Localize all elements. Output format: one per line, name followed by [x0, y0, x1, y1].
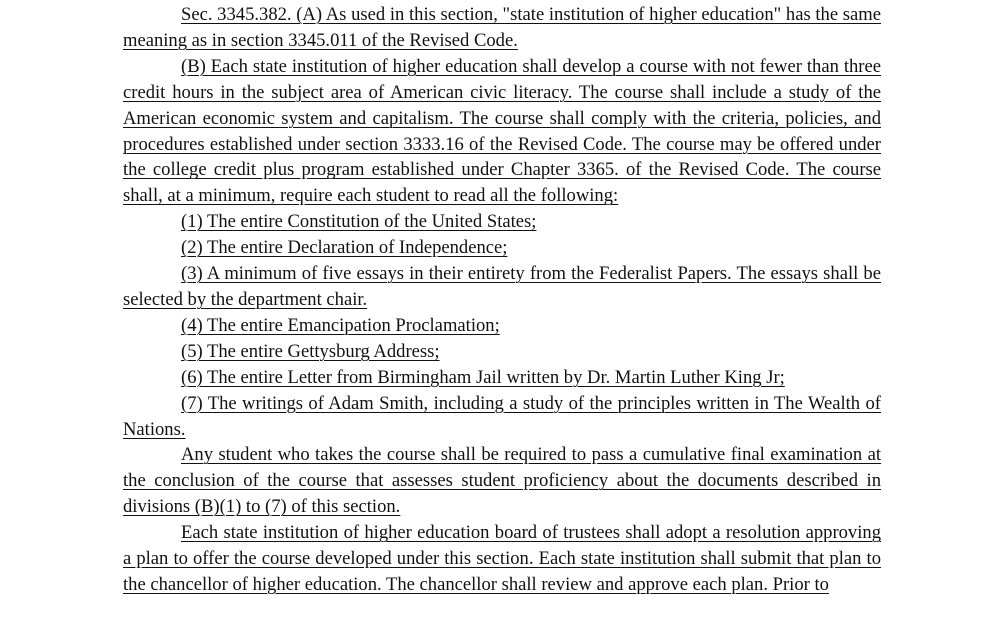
list-item-2: (2) The entire Declaration of Independence; — [181, 237, 508, 259]
list-item-5: (5) The entire Gettysburg Address; — [181, 340, 440, 362]
list-item-3: (3) A minimum of five essays in their entirety from the Federalist Papers. The essays shall be selected by the department chair. — [123, 263, 881, 310]
list-item-7: (7) The writings of Adam Smith, including a study of the principles written in The Wealth of Nations. — [123, 392, 881, 440]
list-item-6: (6) The entire Letter from Birmingham Jail written by Dr. Martin Luther King Jr; — [181, 366, 785, 388]
document-page — [123, 2, 881, 598]
paragraph-section-b: (B) Each state institution of higher education shall develop a course with not fewer than three credit hours in the subject area of American civic literacy. The course shall include a study of the American economic system and capitalism. The course shall comply with the criteria, policies, and procedures established under section 3333.16 of the Revised Code. The course may be offered under the college credit plus program established under Chapter 3365. of the Revised Code. The course shall, at a minimum, require each student to read all the following: — [123, 55, 881, 207]
list-item-4: (4) The entire Emancipation Proclamation; — [181, 314, 500, 336]
paragraph-final-exam: Any student who takes the course shall be required to pass a cumulative final examination at the conclusion of the course that assesses student proficiency about the documents described in divisions (B)(1) to (7) of this section. — [123, 444, 881, 518]
paragraph-section-a: Sec. 3345.382. (A) As used in this section, "state institution of higher education" has the same meaning as in section 3345.011 of the Revised Code. — [123, 4, 881, 51]
paragraph-board-resolution: Each state institution of higher education board of trustees shall adopt a resolution approving a plan to offer the course developed under this section. Each state institution shall submit that plan to the chancellor of higher education. The chancellor shall review and approve each plan. Prior to — [123, 522, 881, 595]
list-item-1: (1) The entire Constitution of the United States; — [181, 211, 537, 233]
